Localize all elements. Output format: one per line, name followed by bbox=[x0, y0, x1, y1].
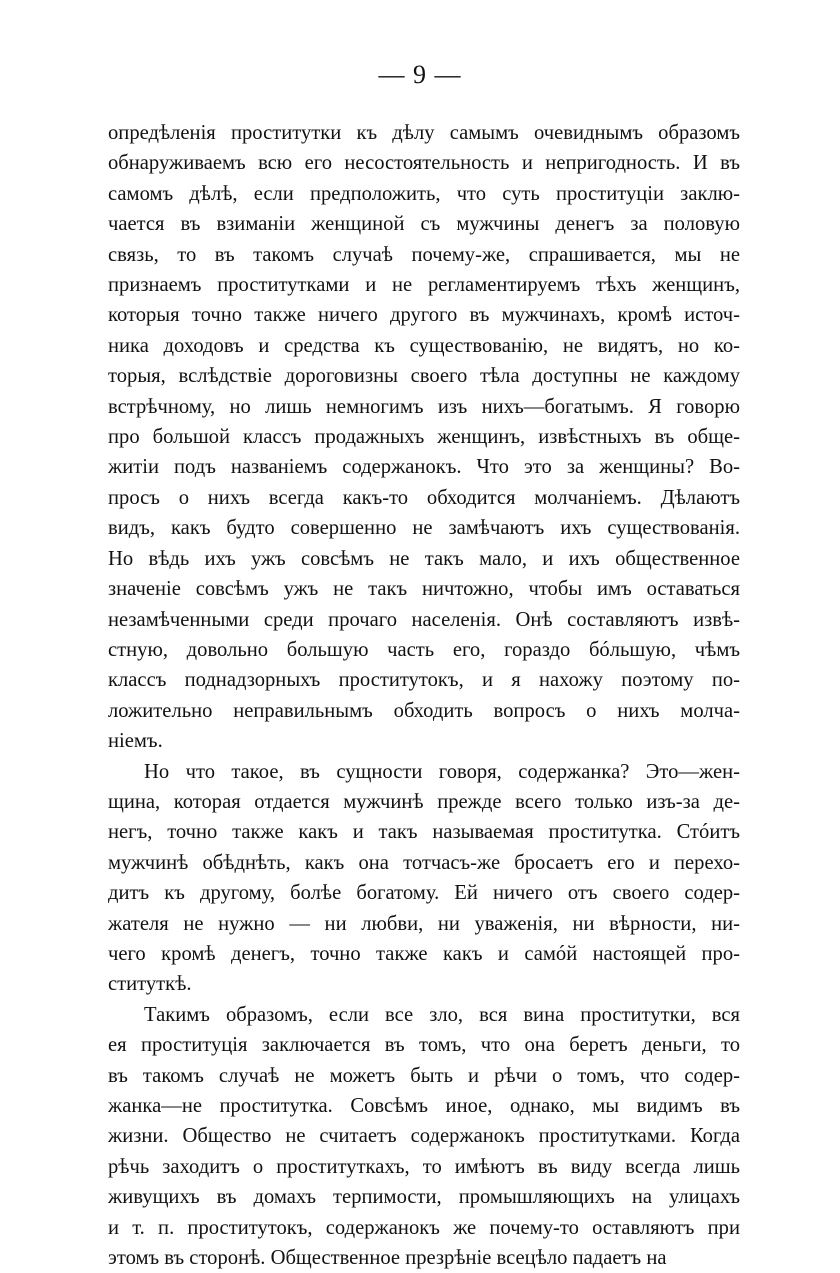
text-line: просъ о нихъ всегда какъ-то обходится молчаніемъ. Дѣлаютъ bbox=[108, 486, 740, 509]
text-line: значеніе совсѣмъ ужъ не такъ ничтожно, чтобы имъ оставаться bbox=[108, 578, 740, 601]
text-line: обнаруживаемъ всю его несостоятельность и непригодность. И въ bbox=[108, 152, 740, 175]
text-line: ніемъ. bbox=[108, 730, 163, 753]
text-line: рѣчь заходитъ о проституткахъ, то имѣютъ въ виду всегда лишь bbox=[108, 1155, 740, 1178]
text-line: признаемъ проститутками и не регламентируемъ тѣхъ женщинъ, bbox=[108, 274, 740, 297]
text-line: связь, то въ такомъ случаѣ почему-же, спрашивается, мы не bbox=[108, 243, 740, 266]
text-line: Но что такое, въ сущности говоря, содержанка? Это—жен- bbox=[144, 760, 740, 783]
paragraph-1 bbox=[108, 118, 740, 757]
text-line: Такимъ образомъ, если все зло, вся вина проститутки, вся bbox=[144, 1003, 740, 1026]
page-number: — 9 — bbox=[378, 60, 462, 89]
text-line: дитъ къ другому, болѣе богатому. Ей ничего отъ своего содер- bbox=[108, 882, 740, 905]
text-line: этомъ въ сторонѣ. Общественное презрѣніе всецѣло падаетъ на bbox=[108, 1247, 667, 1270]
text-line: торыя, вслѣдствіе дороговизны своего тѣла доступны не каждому bbox=[108, 365, 740, 388]
body-text bbox=[108, 118, 740, 1273]
text-line: жизни. Общество не считаетъ содержанокъ проститутками. Когда bbox=[108, 1125, 740, 1148]
text-line: стную, довольно большую часть его, гораздо бóльшую, чѣмъ bbox=[108, 638, 740, 661]
text-line: ника доходовъ и средства къ существованію, не видятъ, но ко- bbox=[108, 334, 740, 357]
text-line: ституткѣ. bbox=[108, 973, 192, 996]
text-line: мужчинѣ обѣднѣть, какъ она тотчасъ-же бросаетъ его и перехо- bbox=[108, 851, 740, 874]
text-line: въ такомъ случаѣ не можетъ быть и рѣчи о томъ, что содер- bbox=[108, 1064, 740, 1087]
text-line: житіи подъ названіемъ содержанокъ. Что это за женщины? Во- bbox=[108, 456, 740, 479]
text-line: негъ, точно также какъ и такъ называемая проститутка. Стóитъ bbox=[108, 821, 740, 844]
text-line: чается въ взиманіи женщиной съ мужчины денегъ за половую bbox=[108, 213, 740, 236]
text-line: которыя точно также ничего другого въ мужчинахъ, кромѣ источ- bbox=[108, 304, 740, 327]
text-line: щина, которая отдается мужчинѣ прежде всего только изъ-за де- bbox=[108, 790, 740, 813]
text-line: незамѣченными среди прочаго населенія. Онѣ составляютъ извѣ- bbox=[108, 608, 740, 631]
text-line: классъ поднадзорныхъ проститутокъ, и я нахожу поэтому по- bbox=[108, 669, 740, 692]
text-line: про большой классъ продажныхъ женщинъ, извѣстныхъ въ обще- bbox=[108, 426, 740, 449]
text-line: ложительно неправильнымъ обходить вопросъ о нихъ молча- bbox=[108, 699, 740, 722]
text-line: Но вѣдь ихъ ужъ совсѣмъ не такъ мало, и ихъ общественное bbox=[108, 547, 740, 570]
text-line: жанка—не проститутка. Совсѣмъ иное, однако, мы видимъ въ bbox=[108, 1095, 740, 1117]
text-line: живущихъ въ домахъ терпимости, промышляющихъ на улицахъ bbox=[108, 1186, 740, 1209]
text-line: видъ, какъ будто совершенно не замѣчаютъ ихъ существованія. bbox=[108, 517, 740, 540]
paragraph-2 bbox=[108, 757, 740, 1000]
text-line: самомъ дѣлѣ, если предположить, что суть проституціи заклю- bbox=[108, 182, 740, 205]
text-line: и т. п. проститутокъ, содержанокъ же почему-то оставляютъ при bbox=[108, 1216, 740, 1239]
text-line: жателя не нужно — ни любви, ни уваженія, ни вѣрности, ни- bbox=[108, 912, 740, 935]
text-line: опредѣленія проститутки къ дѣлу самымъ очевиднымъ образомъ bbox=[108, 122, 740, 144]
text-line: ея проституція заключается въ томъ, что она беретъ деньги, то bbox=[108, 1034, 740, 1057]
text-line: встрѣчному, но лишь немногимъ изъ нихъ—богатымъ. Я говорю bbox=[108, 395, 740, 418]
text-line: чего кромѣ денегъ, точно также какъ и самóй настоящей про- bbox=[108, 942, 740, 965]
paragraph-3 bbox=[108, 1000, 740, 1273]
